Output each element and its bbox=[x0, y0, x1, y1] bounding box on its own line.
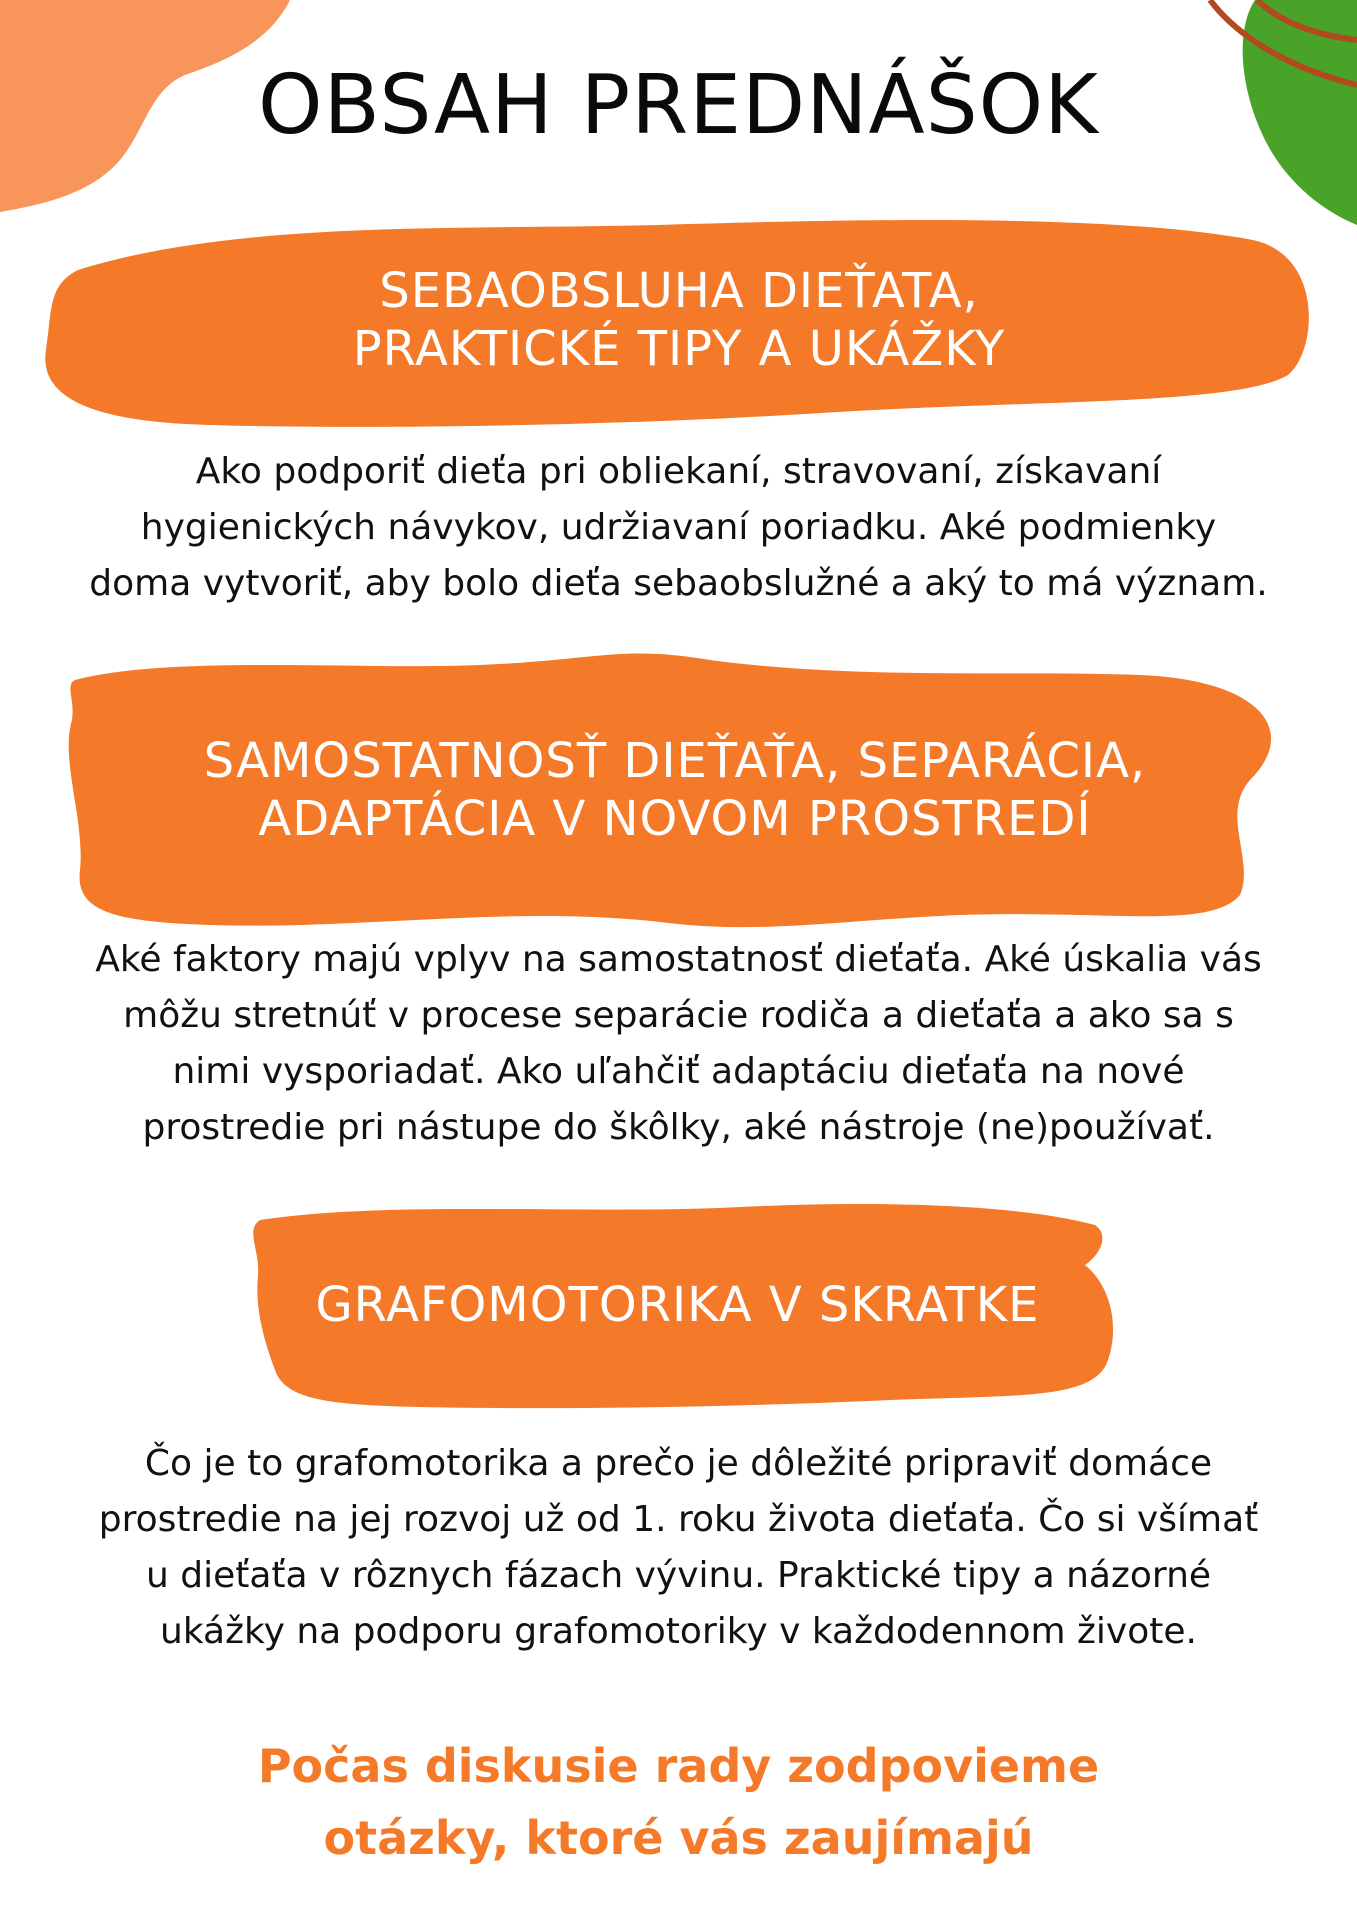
description-line: prostredie pri nástupe do škôlky, aké nástroje (ne)používať. bbox=[142, 1107, 1215, 1148]
description-line: Čo je to grafomotorika a prečo je dôležité pripraviť domáce bbox=[144, 1443, 1213, 1484]
description-line: hygienických návykov, udržiavaní poriadku. Aké podmienky bbox=[140, 507, 1217, 548]
section-1-banner bbox=[38, 200, 1320, 440]
section-3-description bbox=[40, 1436, 1317, 1660]
heading-line: PRAKTICKÉ TIPY A UKÁŽKY bbox=[352, 321, 1006, 377]
page-title: OBSAH PREDNÁŠOK bbox=[258, 58, 1099, 153]
description-line: u dieťaťa v rôznych fázach vývinu. Praktické tipy a názorné bbox=[145, 1555, 1212, 1596]
heading-line: SEBAOBSLUHA DIEŤATA, bbox=[379, 263, 979, 319]
description-line: Ako podporiť dieťa pri obliekaní, stravovaní, získavaní bbox=[195, 451, 1162, 492]
description-line: môžu stretnúť v procese separácie rodiča a dieťaťa a ako sa s bbox=[123, 995, 1234, 1036]
section-2-heading bbox=[60, 732, 1290, 848]
closing-note bbox=[0, 1730, 1357, 1874]
description-line: nimi vysporiadať. Ako uľahčiť adaptáciu dieťaťa na nové bbox=[172, 1051, 1185, 1092]
description-line: ukážky na podporu grafomotoriky v každodennom živote. bbox=[160, 1611, 1197, 1652]
description-line: Aké faktory majú vplyv na samostatnosť dieťaťa. Aké úskalia vás bbox=[95, 939, 1262, 980]
section-1-description bbox=[40, 444, 1317, 612]
section-3-banner bbox=[240, 1195, 1115, 1415]
heading-line: ADAPTÁCIA V NOVOM PROSTREDÍ bbox=[258, 791, 1092, 847]
closing-line: Počas diskusie rady zodpovieme bbox=[257, 1739, 1100, 1793]
section-2-banner bbox=[60, 640, 1290, 940]
heading-line: GRAFOMOTORIKA V SKRATKE bbox=[315, 1277, 1040, 1333]
section-2-description bbox=[40, 932, 1317, 1156]
closing-line: otázky, ktoré vás zaujímajú bbox=[323, 1811, 1034, 1865]
section-3-heading bbox=[240, 1276, 1115, 1334]
description-line: doma vytvoriť, aby bolo dieťa sebaobslužné a aký to má význam. bbox=[89, 563, 1268, 604]
description-line: prostredie na jej rozvoj už od 1. roku života dieťaťa. Čo si všímať bbox=[98, 1499, 1259, 1540]
section-1-heading bbox=[38, 262, 1320, 378]
heading-line: SAMOSTATNOSŤ DIEŤAŤA, SEPARÁCIA, bbox=[203, 733, 1147, 789]
